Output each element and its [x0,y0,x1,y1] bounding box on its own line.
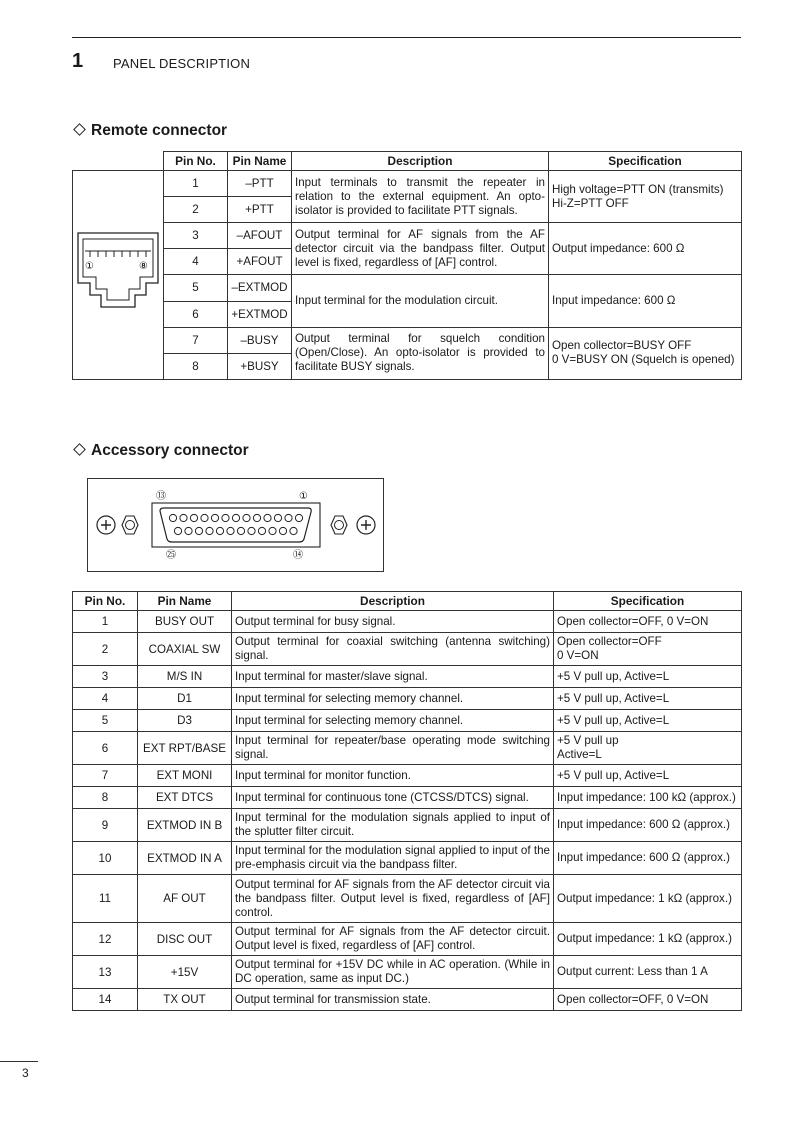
specification-cell [549,171,742,223]
dsub25-figure [87,478,384,572]
specification-cell [554,688,742,710]
table-row [73,875,742,923]
spec-line: +5 V pull up, Active=L [557,669,670,683]
pin-no-cell: 13 [73,956,138,989]
pin-hole [279,527,286,534]
col-header-specification: Specification [554,592,742,611]
pin-hole [190,514,197,521]
pin-hole [174,527,181,534]
pin-name-cell: AF OUT [138,875,232,923]
col-header-pin-name: Pin Name [228,152,292,171]
accessory-connector-heading [72,442,249,460]
spec-line: +5 V pull up, Active=L [557,691,670,705]
pin-name-cell: M/S IN [138,666,232,688]
table-header-row [73,152,742,171]
table-row [73,956,742,989]
pin-hole [248,527,255,534]
pin-no-cell: 3 [164,223,228,249]
specification-cell [554,787,742,809]
pin-13-label: ⑬ [156,491,166,502]
description-cell: Input terminal for selecting memory channel. [232,688,554,710]
table-row [73,765,742,787]
pin-name-cell: D1 [138,688,232,710]
description-cell: Output terminal for +15V DC while in AC operation. (While in DC operation, same as input DC.) [232,956,554,989]
specification-cell [554,633,742,666]
spec-line: Output impedance: 600 Ω [552,241,685,255]
pin-no-cell: 11 [73,875,138,923]
pin-name-cell: +15V [138,956,232,989]
pin-name-cell: COAXIAL SW [138,633,232,666]
pin-name-cell: EXT RPT/BASE [138,732,232,765]
pin-8-label: ⑧ [139,261,148,272]
spec-line: Output current: Less than 1 A [557,965,708,978]
rj45-figure-cell [73,171,164,380]
pin-no-cell: 12 [73,923,138,956]
specification-cell [554,809,742,842]
table-row [73,923,742,956]
spec-line: Input impedance: 600 Ω (approx.) [557,851,731,864]
table-row [73,666,742,688]
remote-connector-table [72,151,742,380]
description-cell: Input terminals to transmit the repeater in relation to the external equipment. An opto-isolator is provided to facilitate PTT signals. [292,171,549,223]
table-header-row [73,592,742,611]
pin-name-cell: EXTMOD IN B [138,809,232,842]
table-row [73,842,742,875]
pin-no-cell: 9 [73,809,138,842]
pin-no-cell: 3 [73,666,138,688]
pin-hole [222,514,229,521]
table-row [73,611,742,633]
description-cell: Output terminal for busy signal. [232,611,554,633]
pin-hole [216,527,223,534]
remote-connector-heading [72,122,227,140]
description-cell: Output terminal for AF signals from the AF detector circuit via the bandpass filter. Output level is fixed, regardless of [AF] control. [292,223,549,275]
spec-line: 0 V=ON [557,649,599,662]
specification-cell [554,956,742,989]
page-number: 3 [22,1066,29,1080]
pin-name-cell: +PTT [228,197,292,223]
spec-line: Open collector=OFF, 0 V=ON [557,614,709,628]
table-row [73,633,742,666]
pin-14-label: ⑭ [293,550,303,561]
pin-no-cell: 7 [73,765,138,787]
table-row [73,327,742,353]
table-row [73,688,742,710]
diamond-bullet-icon [73,444,86,457]
remote-heading-text: Remote connector [91,122,228,139]
spec-line: +5 V pull up [557,734,619,747]
pin-hole [169,514,176,521]
chapter-number: 1 [72,50,84,72]
table-row [73,989,742,1011]
pin-no-cell: 8 [164,354,228,380]
diamond-bullet-icon [73,124,86,137]
table-row [73,171,742,197]
description-cell: Output terminal for transmission state. [232,989,554,1011]
pin-25-label: ㉕ [166,550,176,561]
pin-no-cell: 2 [164,197,228,223]
description-cell: Output terminal for squelch condition (Open/Close). An opto-isolator is provided to facilitate BUSY signals. [292,327,549,379]
spec-line: Open collector=OFF, 0 V=ON [557,992,709,1006]
spec-line: Active=L [557,748,602,761]
pin-hole [295,514,302,521]
pin-hole [290,527,297,534]
pin-hole [180,514,187,521]
description-cell: Input terminal for the modulation circuit. [292,275,549,327]
pin-no-cell: 1 [73,611,138,633]
pin-name-cell: EXT MONI [138,765,232,787]
pin-name-cell: DISC OUT [138,923,232,956]
table-row [73,223,742,249]
pin-name-cell: +EXTMOD [228,301,292,327]
specification-cell [554,875,742,923]
pin-name-cell: +AFOUT [228,249,292,275]
specification-cell [554,666,742,688]
accessory-connector-table [72,591,742,1011]
description-cell: Input terminal for master/slave signal. [232,666,554,688]
pin-name-cell: –EXTMOD [228,275,292,301]
spec-line: Open collector=BUSY OFF [552,339,692,353]
pin-hole [285,514,292,521]
pin-hole [243,514,250,521]
pin-hole [201,514,208,521]
blank-header-cell [73,152,164,171]
col-header-specification: Specification [549,152,742,171]
header-rule [72,37,741,38]
pin-hole [227,527,234,534]
pin-hole [232,514,239,521]
specification-cell [549,275,742,327]
dsub25-connector-icon [88,479,383,571]
accessory-table-body [73,611,742,1011]
pin-no-cell: 6 [164,301,228,327]
pin-holes [169,514,302,534]
pin-name-cell: +BUSY [228,354,292,380]
pin-name-cell: –BUSY [228,327,292,353]
pin-no-cell: 8 [73,787,138,809]
spec-line: +5 V pull up, Active=L [557,713,670,727]
pin-1-label: ① [299,491,308,502]
pin-hole [269,527,276,534]
pin-hole [211,514,218,521]
chapter-title: PANEL DESCRIPTION [113,56,251,71]
specification-cell [554,732,742,765]
pin-no-cell: 7 [164,327,228,353]
description-cell: Input terminal for selecting memory channel. [232,710,554,732]
description-cell: Output terminal for AF signals from the AF detector circuit. Output level is fixed, regardless of [AF] control. [232,923,554,956]
pin-1-label: ① [85,261,94,272]
spec-line: Output impedance: 1 kΩ (approx.) [557,932,732,945]
table-row [73,787,742,809]
specification-cell [554,842,742,875]
pin-no-cell: 4 [73,688,138,710]
pin-name-cell: TX OUT [138,989,232,1011]
description-cell: Input terminal for continuous tone (CTCSS/DTCS) signal. [232,787,554,809]
spec-line: Input impedance: 600 Ω [552,293,676,307]
spec-line: 0 V=BUSY ON (Squelch is opened) [552,353,735,367]
pin-hole [253,514,260,521]
spec-line: High voltage=PTT ON (transmits) [552,182,724,196]
pin-name-cell: –PTT [228,171,292,197]
col-header-description: Description [232,592,554,611]
spec-line: Input impedance: 600 Ω (approx.) [557,818,731,831]
specification-cell [554,989,742,1011]
pin-no-cell: 4 [164,249,228,275]
specification-cell [554,611,742,633]
specification-cell [554,710,742,732]
pin-no-cell: 1 [164,171,228,197]
spec-line: Input impedance: 100 kΩ (approx.) [557,790,736,804]
pin-name-cell: D3 [138,710,232,732]
pin-no-cell: 5 [164,275,228,301]
pin-hole [264,514,271,521]
description-cell: Input terminal for the modulation signals applied to input of the splutter filter circuit. [232,809,554,842]
col-header-description: Description [292,152,549,171]
specification-cell [554,765,742,787]
spec-line: Hi-Z=PTT OFF [552,196,629,210]
pin-name-cell: EXTMOD IN A [138,842,232,875]
spec-line: Open collector=OFF [557,635,662,648]
col-header-pin-name: Pin Name [138,592,232,611]
specification-cell [549,223,742,275]
description-cell: Input terminal for repeater/base operating mode switching signal. [232,732,554,765]
col-header-pin-no: Pin No. [73,592,138,611]
accessory-heading-text: Accessory connector [91,442,249,459]
description-cell: Input terminal for monitor function. [232,765,554,787]
spec-line: +5 V pull up, Active=L [557,768,670,782]
pin-name-cell: EXT DTCS [138,787,232,809]
col-header-pin-no: Pin No. [164,152,228,171]
spec-line: Output impedance: 1 kΩ (approx.) [557,891,732,905]
pin-no-cell: 6 [73,732,138,765]
pin-no-cell: 14 [73,989,138,1011]
pin-name-cell: BUSY OUT [138,611,232,633]
table-row [73,732,742,765]
table-row [73,809,742,842]
pin-hole [237,527,244,534]
specification-cell [549,327,742,379]
pin-hole [195,527,202,534]
pin-no-cell: 2 [73,633,138,666]
pin-no-cell: 10 [73,842,138,875]
pin-hole [258,527,265,534]
pin-hole [274,514,281,521]
rj45-connector-icon [73,171,163,379]
pin-name-cell: –AFOUT [228,223,292,249]
pin-no-cell: 5 [73,710,138,732]
footer-rule [0,1061,38,1062]
pin-hole [185,527,192,534]
table-row [73,275,742,301]
description-cell: Output terminal for AF signals from the AF detector circuit via the bandpass filter. Output level is fixed, regardless of [AF] control. [232,875,554,923]
table-row [73,710,742,732]
pin-hole [206,527,213,534]
description-cell: Output terminal for coaxial switching (antenna switching) signal. [232,633,554,666]
specification-cell [554,923,742,956]
description-cell: Input terminal for the modulation signal applied to input of the pre-emphasis circuit via the bandpass filter. [232,842,554,875]
